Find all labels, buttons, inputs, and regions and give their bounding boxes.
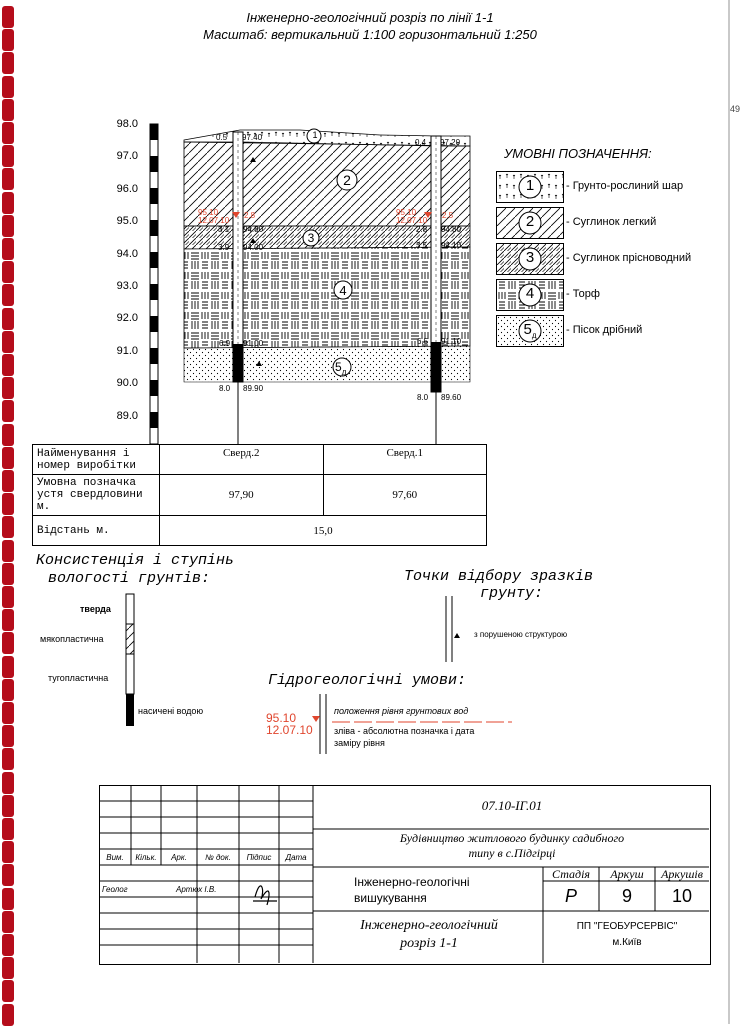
drawing-line1: Інженерно-геологічний: [360, 918, 498, 933]
legend-number-main: 5: [523, 321, 532, 338]
scale-segment: [150, 348, 158, 364]
legend-number-sub: д: [531, 331, 537, 340]
sampling-item: з порушеною структурою: [474, 630, 568, 639]
scale-segment: [150, 316, 158, 332]
well1-l4-depth: 3.5: [416, 241, 428, 250]
well1-l3-elev: 94.80: [441, 225, 462, 234]
legend-number: 2: [525, 213, 535, 230]
axis-tick-label: 92.0: [116, 312, 138, 325]
binding-hole: [2, 632, 14, 654]
consistency-title-2: вологості грунтів:: [48, 570, 211, 587]
legend-swatch: [496, 171, 564, 203]
axis-tick-label: 91.0: [116, 344, 138, 357]
well2-top-depth: 0.5: [216, 133, 228, 142]
well2-l4-elev: 94.00: [243, 243, 264, 252]
row-label-elevation: Умовна позначка устя свердловини м.: [33, 475, 160, 516]
layer-5-mark: $5_д$: [335, 360, 347, 377]
layer-3-mark: 3: [307, 231, 315, 245]
col-header: Дата: [285, 853, 307, 862]
scale-segment: [150, 252, 158, 268]
well1-l3-depth: 2.8: [416, 225, 428, 234]
stamp-code: 07.10-ІГ.01: [481, 798, 543, 813]
well1-water-date: 12.07.10: [396, 216, 428, 225]
axis-tick-label: 97.0: [116, 150, 138, 163]
binding-hole: [2, 795, 14, 817]
axis-tick-label: 95.0: [116, 215, 138, 228]
layer-1-mark: 1: [312, 130, 318, 140]
drawing-scale: Масштаб: вертикальний 1:100 горизонтальний 1:250: [203, 27, 537, 42]
binding-hole: [2, 841, 14, 863]
well2-top-elev: 97.40: [242, 133, 263, 142]
scale-segment: [150, 284, 158, 300]
binding-hole: [2, 911, 14, 933]
well2-l3-depth: 3.1: [218, 225, 230, 234]
well1-elevation: 97,60: [323, 475, 487, 516]
binding-hole: [2, 818, 14, 840]
legend-number: 1: [525, 177, 535, 194]
legend-label: - Суглинок прісноводний: [566, 252, 692, 264]
binding-hole: [2, 609, 14, 631]
well2-water-level: 95.10: [198, 208, 219, 217]
col-header: Підпис: [246, 853, 272, 862]
sheet-label: Аркуш: [610, 867, 644, 881]
well1-l5-depth: 6.5: [417, 337, 429, 346]
project-line2: типу в с.Підгірці: [468, 846, 556, 860]
distance-value: 15,0: [160, 516, 487, 546]
legend-swatch: [496, 207, 564, 239]
binding-hole: [2, 563, 14, 585]
binding-hole: [2, 725, 14, 747]
binding-hole: [2, 888, 14, 910]
hydro-title: Гідрогеологічні умови:: [268, 672, 467, 689]
consistency-scale: [120, 592, 140, 727]
row-label-distance: Відстань м.: [33, 516, 160, 546]
work-line2: вишукування: [354, 891, 427, 905]
project-line1: Будівництво житлового будинку садибного: [399, 831, 625, 845]
org-line2: м.Київ: [612, 937, 642, 948]
sampling-title-1: Точки відбору зразків: [404, 568, 594, 585]
scale-segment: [150, 156, 158, 172]
well1-name: Сверд.1: [323, 445, 487, 475]
binding-hole: [2, 679, 14, 701]
scale-segment: [150, 412, 158, 428]
col-header: № док.: [205, 853, 231, 862]
well2-l5-depth: 6.9: [219, 339, 231, 348]
consistency-item: тугопластична: [48, 673, 109, 683]
sheets-value: 10: [671, 886, 693, 906]
binding-hole: [2, 656, 14, 678]
well1-bottom-depth: 8.0: [417, 393, 429, 402]
hydro-line3: заміру рівня: [334, 738, 385, 748]
col-header: Кільк.: [135, 853, 157, 862]
row-label-well-name: Найменування і номер виробітки: [33, 445, 160, 475]
well1-top-elev: 97.20: [440, 138, 461, 147]
binding-hole: [2, 702, 14, 724]
legend-swatch: [496, 315, 564, 347]
legend-label: - Торф: [566, 288, 600, 300]
drawing-line2: розріз 1-1: [400, 936, 458, 951]
legend-label: - Грунто-рослиний шар: [566, 180, 684, 192]
well1-bottom-elev: 89.60: [441, 393, 462, 402]
binding-hole: [2, 934, 14, 956]
scale-segment: [150, 380, 158, 396]
well1-top-depth: 0.4: [415, 138, 427, 147]
sampling-title-2: грунту:: [480, 585, 544, 602]
scale-segment: [150, 188, 158, 204]
hydro-date: 12.07.10: [266, 723, 313, 737]
hydro-line1: положення рівня грунтових вод: [334, 706, 469, 716]
legend-number: 3: [525, 249, 535, 266]
consistency-item: мякопластична: [40, 634, 104, 644]
binding-hole: [2, 772, 14, 794]
binding-hole: [2, 980, 14, 1002]
consistency-item: тверда: [80, 604, 111, 614]
legend-swatch: [496, 243, 564, 275]
org-line1: ПП "ГЕОБУРСЕРВІС": [576, 921, 678, 932]
col-header: Вим.: [106, 853, 124, 862]
axis-tick-label: 98.0: [116, 118, 138, 130]
drawing-title: Інженерно-геологічний розріз по лінії 1-1: [246, 10, 494, 25]
consistency-title-1: Консистенція і ступінь: [36, 552, 235, 569]
consistency-item: насичені водою: [138, 706, 204, 716]
well2-l4-depth: 3.9: [218, 243, 230, 252]
layer-4-mark: 4: [339, 283, 347, 298]
well1-l5-elev: 91.10: [441, 337, 462, 346]
well1-water-depth: 2.5: [442, 211, 454, 220]
legend-number: [497, 321, 563, 340]
binding-hole: [2, 1004, 14, 1026]
sheet-value: 9: [621, 886, 632, 906]
hydro-line2: зліва - абсолютна позначка і дата: [334, 726, 475, 736]
axis-tick-label: 93.0: [116, 280, 138, 292]
stage-value: Р: [564, 886, 577, 906]
axis-tick-label: 90.0: [116, 377, 138, 390]
sheets-label: Аркушів: [661, 867, 703, 881]
well2-elevation: 97,90: [160, 475, 324, 516]
well2-bottom-depth: 8.0: [219, 384, 231, 393]
binding-hole: [2, 864, 14, 886]
page-number: 49: [730, 104, 741, 114]
legend-label: - Пісок дрібний: [566, 324, 643, 336]
hydro-level: 95.10: [266, 711, 297, 725]
legend-label: - Суглинок легкий: [566, 216, 657, 228]
legend-swatch: [496, 279, 564, 311]
person: Артюх І.В.: [176, 885, 217, 894]
binding-hole: [2, 586, 14, 608]
layer-2-mark: 2: [343, 172, 351, 188]
scale-segment: [150, 220, 158, 236]
binding-hole: [2, 957, 14, 979]
legend-number: 4: [525, 285, 535, 302]
role: Геолог: [102, 885, 128, 894]
col-header: Арк.: [171, 853, 187, 862]
legend-title: УМОВНІ ПОЗНАЧЕННЯ:: [504, 146, 652, 161]
borehole-table: [32, 444, 487, 546]
well2-l5-elev: 91.00: [243, 339, 264, 348]
axis-tick-label: 89.0: [116, 409, 138, 422]
well2-water-depth: 2.8: [244, 211, 256, 220]
stage-label: Стадія: [552, 867, 590, 881]
well1-l4-elev: 94.10: [441, 241, 462, 250]
work-line1: Інженерно-геологічні: [354, 875, 470, 889]
well2-l3-elev: 94.80: [243, 225, 264, 234]
well2-water-date: 12.07.10: [198, 216, 230, 225]
axis-tick-label: 94.0: [116, 247, 138, 260]
well2-bottom-elev: 89.90: [243, 384, 264, 393]
scale-segment: [150, 124, 158, 140]
well2-name: Сверд.2: [160, 445, 324, 475]
axis-tick-label: 96.0: [116, 182, 138, 195]
binding-hole: [2, 748, 14, 770]
well1-water-level: 95.10: [396, 208, 417, 217]
sampling-symbol: [440, 596, 470, 662]
